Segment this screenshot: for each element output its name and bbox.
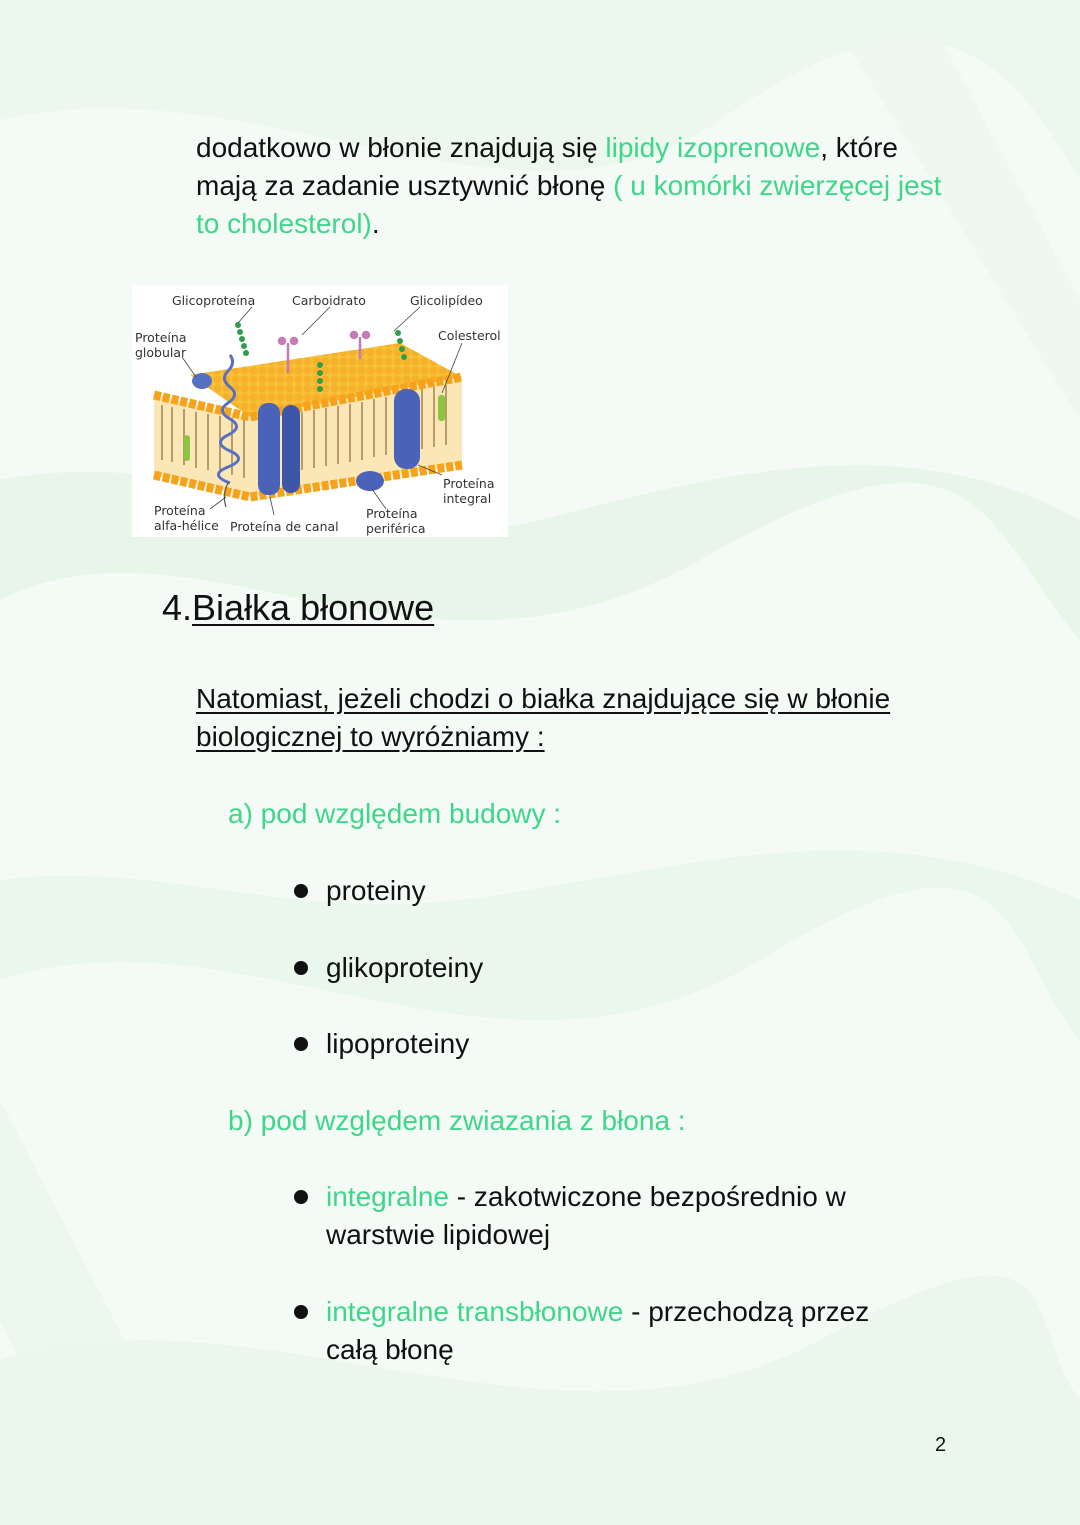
label-proteina-globular-1: Proteína xyxy=(135,330,187,345)
desc-integralne: - zakotwiczone bezpośrednio w warstwie lipidowej xyxy=(326,1181,846,1250)
bullet-icon xyxy=(294,884,308,898)
label-proteina-periferica-1: Proteína xyxy=(366,506,418,521)
intro-paragraph xyxy=(196,129,956,243)
intro-highlight-cholesterol: ( u komórki zwierzęcej jest to cholesterol) xyxy=(196,170,942,239)
integral-protein xyxy=(394,389,420,469)
label-glicolipideo: Glicolipídeo xyxy=(410,293,483,308)
peripheral-protein xyxy=(356,471,384,491)
subsection-a-title: a) pod względem budowy : xyxy=(228,798,562,829)
section-title: Białka błonowe xyxy=(192,587,435,628)
section-heading xyxy=(162,586,434,630)
subsection-b-title: b) pod względem zwiazania z błona : xyxy=(228,1105,686,1136)
intro-highlight-lipids: lipidy izoprenowe xyxy=(605,132,821,163)
intro-text-1: dodatkowo w błonie znajdują się xyxy=(196,132,606,163)
label-proteina-integral-1: Proteína xyxy=(443,476,495,491)
list-item-proteiny: proteiny xyxy=(326,875,426,906)
cell-membrane-diagram xyxy=(132,285,508,537)
label-carboidrato: Carboidrato xyxy=(292,293,366,308)
channel-protein-2 xyxy=(282,405,300,493)
bullet-icon xyxy=(294,961,308,975)
label-proteina-alfa-2: alfa-hélice xyxy=(154,518,219,533)
list-item-lipoproteiny: lipoproteiny xyxy=(326,1028,470,1059)
desc-integralne-transblonowe: - przechodzą przez całą błonę xyxy=(326,1296,870,1365)
intro-text-2: , które mają za zadanie usztywnić błonę xyxy=(196,132,898,201)
label-proteina-periferica-2: periférica xyxy=(366,521,426,536)
label-proteina-alfa-1: Proteína xyxy=(154,503,206,518)
label-proteina-integral-2: integral xyxy=(443,491,492,506)
cholesterol-molecule xyxy=(438,395,445,421)
section-number: 4. xyxy=(162,587,193,628)
membrane-illustration xyxy=(132,285,508,537)
label-proteina-globular-2: globular xyxy=(135,345,187,360)
lead-paragraph: Natomiast, jeżeli chodzi o białka znajdujące się w błonie biologicznej to wyróżniamy : xyxy=(196,683,891,752)
term-integralne-transblonowe: integralne transbłonowe xyxy=(326,1296,624,1327)
page-number: 2 xyxy=(935,1434,947,1456)
list-item-integralne xyxy=(326,1178,926,1254)
bullet-icon xyxy=(294,1305,308,1319)
label-glicoproteina: Glicoproteína xyxy=(172,293,256,308)
list-item-glikoproteiny: glikoproteiny xyxy=(326,952,484,983)
list-item-integralne-transblonowe xyxy=(326,1293,926,1369)
intro-text-3: . xyxy=(371,208,380,239)
term-integralne: integralne xyxy=(326,1181,449,1212)
bullet-icon xyxy=(294,1037,308,1051)
channel-protein xyxy=(258,403,280,495)
label-colesterol: Colesterol xyxy=(438,328,501,343)
label-proteina-canal: Proteína de canal xyxy=(230,519,339,534)
bullet-icon xyxy=(294,1190,308,1204)
